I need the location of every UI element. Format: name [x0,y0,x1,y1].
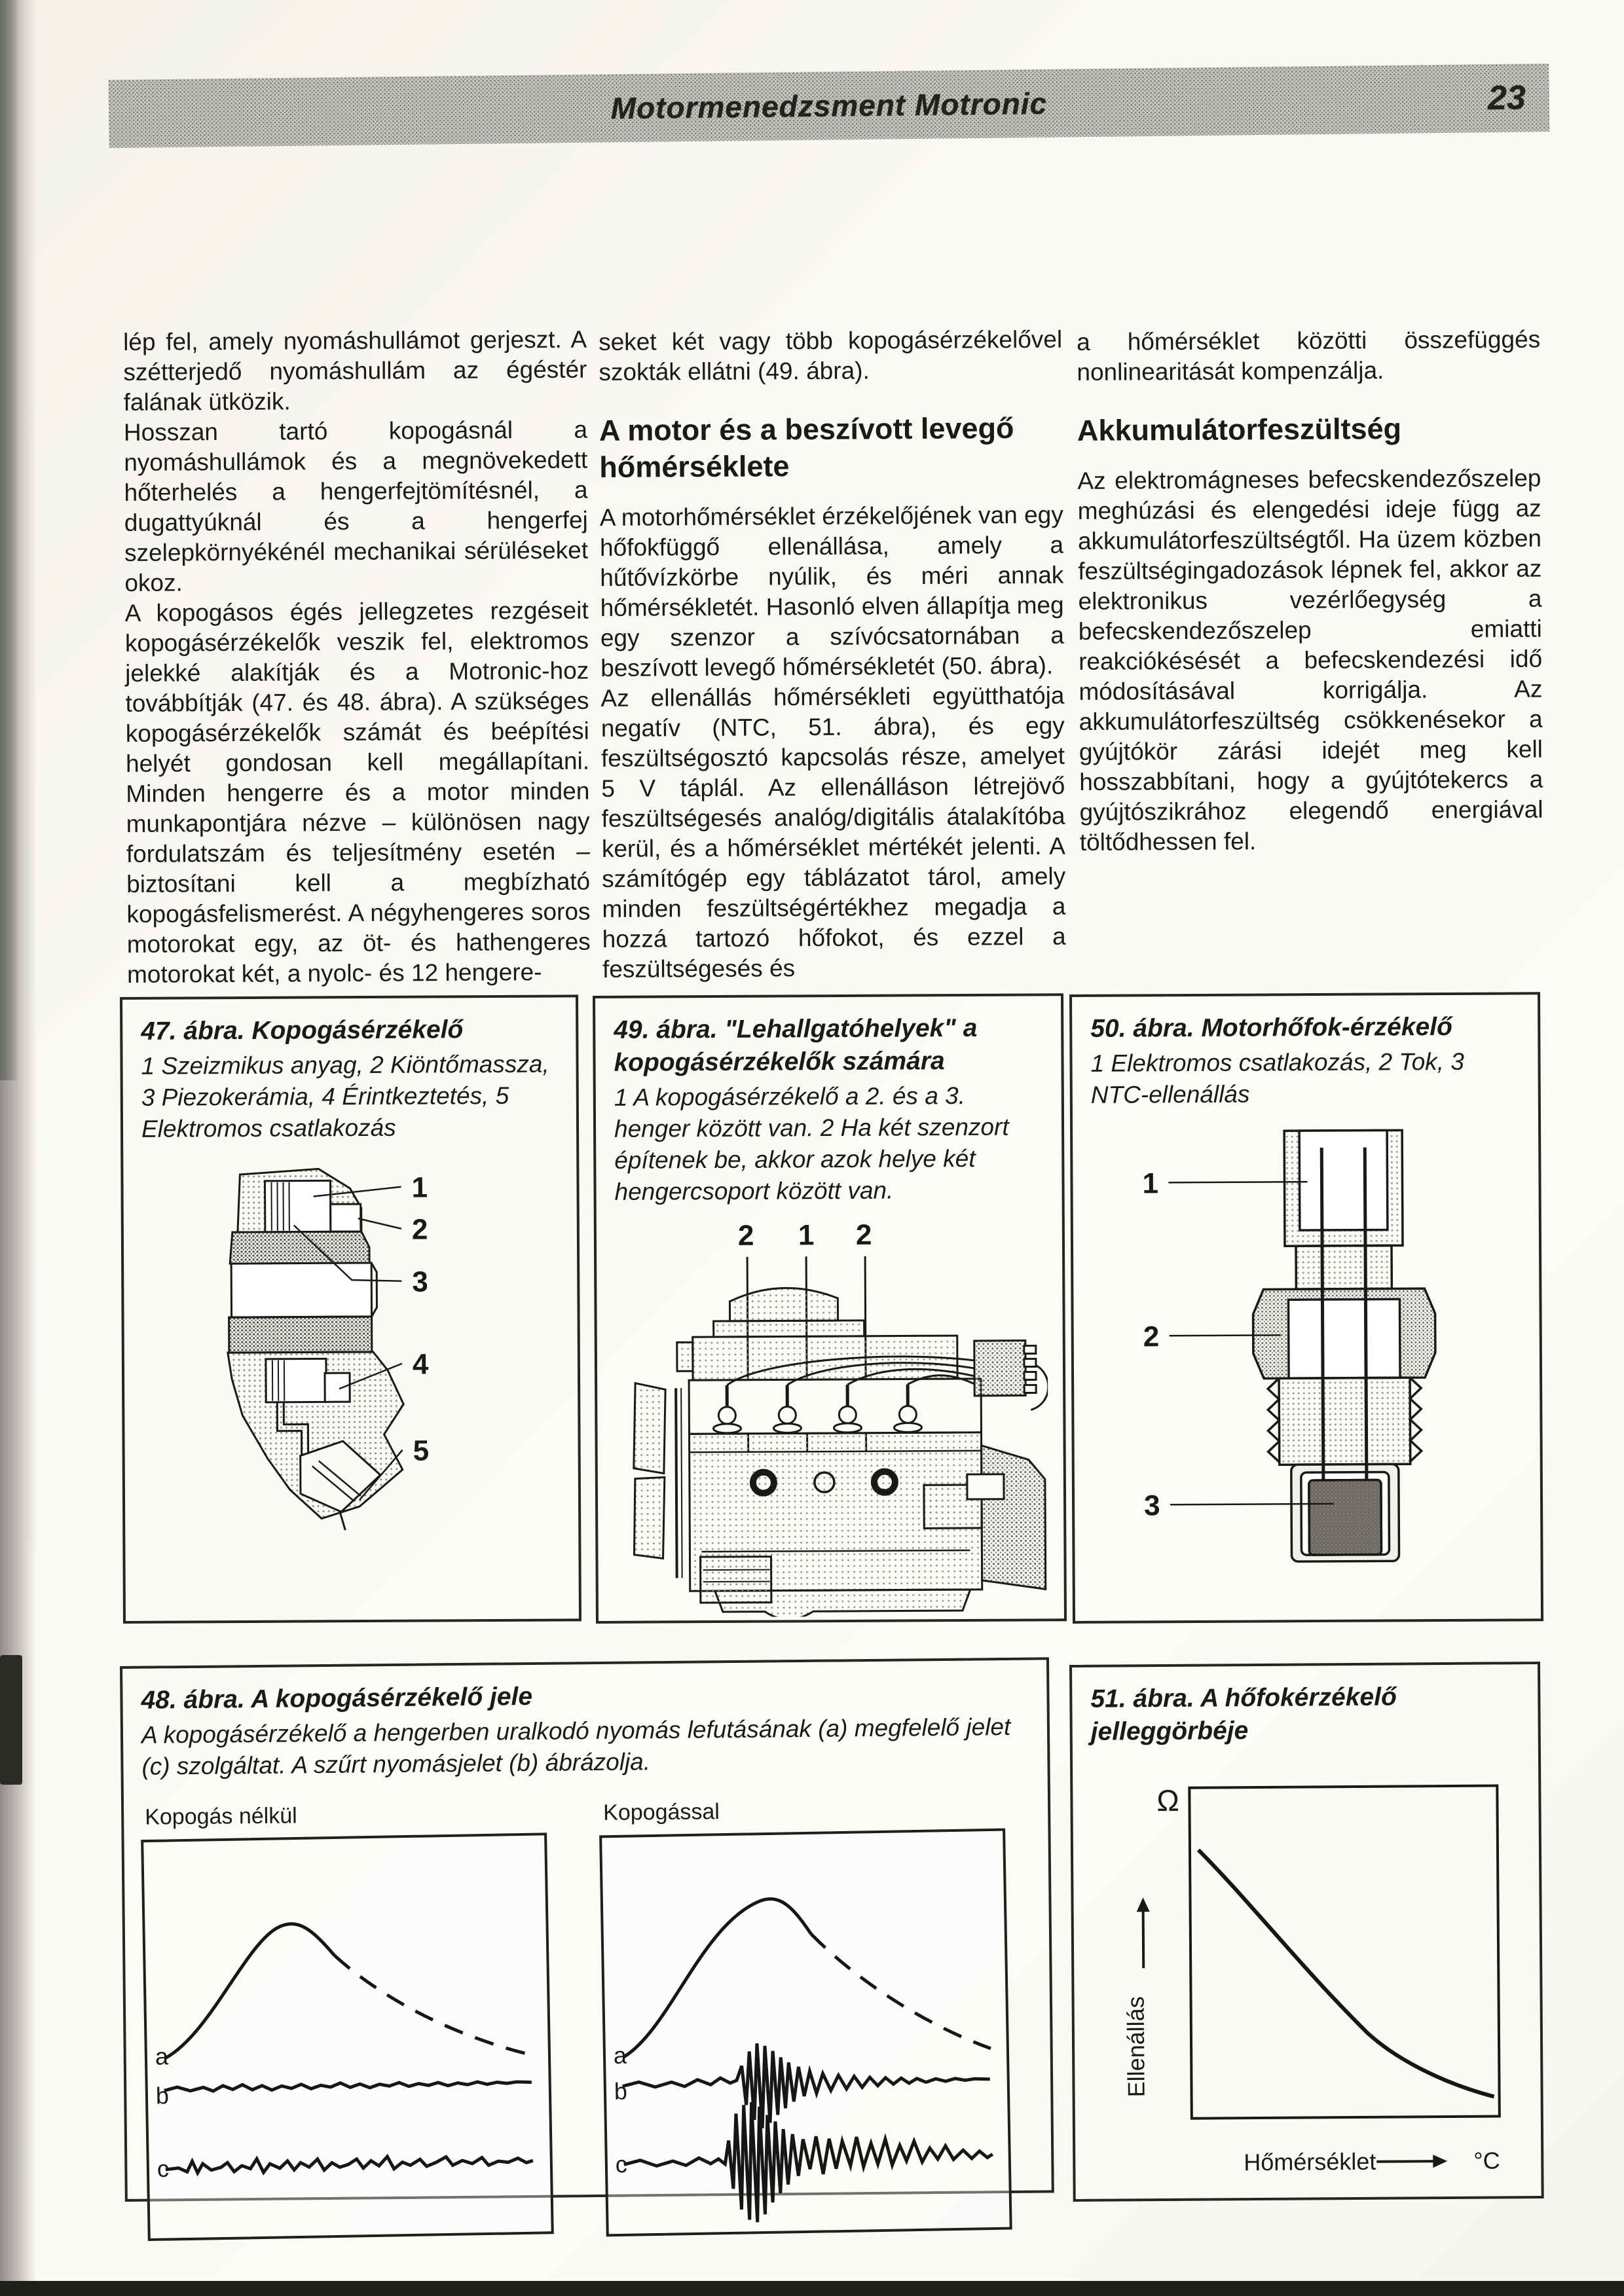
paragraph: seket két vagy több kopogásérzékelővel szokták ellátni (49. ábra). [599,325,1063,386]
x-axis-arrow [1433,2155,1447,2168]
sensor-pos-label-mid: 1 [798,1219,815,1252]
x-unit-label: °C [1473,2147,1500,2174]
paragraph: A kopogásos égés jellegzetes rezgéseit kopogásérzékelők veszik fel, elektromos jelekké alakítják és a Motronic-hoz továbbítják (47. és 48. ábra). A szükséges kopogásérzékelők számát és beépítési helyét gondosan kell megállapítani. Minden hengerre és a motor minden munkapontjára nézve – különösen nagy fordulatszám és teljesítmény esetén – biztosítani kell a megbízható kopogásfelismerést. A négyhengeres soros motorokat egy, az öt- és hathengeres motorokat két, a nyolc- és 12 hengere- [124,596,591,988]
trace-c [623,2098,993,2225]
trace-a-solid [621,1898,813,2056]
y-axis-label: Ellenállás [1122,1996,1150,2098]
trace-b-label: b [155,2083,170,2109]
page-number: 23 [1487,79,1526,118]
part-label-1: 1 [1142,1167,1159,1200]
part-label-1: 1 [411,1171,428,1204]
trace-c-label: c [157,2155,170,2183]
y-axis-arrow [1136,1897,1149,1912]
figure-47-box [120,994,581,1624]
part-label-2: 2 [1143,1321,1160,1353]
trace-b-label: b [614,2078,628,2105]
trace-a-label: a [613,2042,627,2069]
trace-a-dashed [811,1931,991,2052]
waveform-panels [142,1790,1033,2240]
x-axis-annotation [1244,2147,1500,2176]
figure-50-box [1069,992,1543,1624]
panel-knock-frame [599,1829,1012,2237]
no-knock-waveforms [143,1835,551,2235]
paragraph: a hőmérséklet közötti összefüggés nonlinearitását kompenzálja. [1077,325,1541,386]
panel-no-knock-label: Kopogás nélkül [145,1803,297,1830]
paragraph: Az elektromágneses befecskendezőszelep meghúzási és elengedési ideje függ az akkumulátorfeszültségtől. Ha üzem közben feszültségingadozások lépnek fel, akkor az elektronikus vezérlőegység a befecskendezőszelep emiatti reakciókésését a befecskendezési idő módosításával korrigálja. Az akkumulátorfeszültség csökkenésekor a gyújtókör zárási idejét meg kell hosszabbítani, hogy a gyújtótekercs a gyújtószikrához elegendő energiával töltődhessen fel. [1077,464,1543,856]
part-label-4: 4 [412,1348,429,1381]
trace-a-dashed [335,1952,531,2058]
engine-body [633,1286,1049,1618]
figure-50-legend: 1 Elektromos csatlakozás, 2 Tok, 3 NTC-ellenállás [1090,1048,1464,1108]
knock-waveforms [602,1831,1009,2231]
sensor-pos-label-left: 2 [737,1219,754,1252]
ntc-curve [1198,1848,1494,2098]
scan-gutter-shadow-top [0,0,20,1080]
part-label-3: 3 [412,1266,428,1298]
temperature-sensor-diagram [1091,1112,1522,1573]
paragraph: lép fel, amely nyomáshullámot gerjeszt. A szétterjedő nyomáshullám az égéstér falának ütközik. [123,325,587,416]
scan-ink-mark [0,1655,22,1785]
figure-51-title: 51. ábra. A hőfokérzékelő jelleggörbéje [1090,1683,1397,1746]
ntc-curve-chart [1091,1749,1526,2211]
trace-b [164,2080,532,2092]
panel-knock-label: Kopogással [603,1799,720,1825]
section-heading: Akkumulátorfeszültség [1077,411,1402,447]
trace-c-label: c [615,2151,628,2178]
paragraph: A motorhőmérséklet érzékelőjének van egy hőfokfüggő ellenállása, amely a hűtővízkörbe nyúlik, és méri annak hőmérsékletét. Hasonló elven állapítja meg egy szenzor a szívócsatornában a beszívott levegő hőmérsékletét (50. ábra). [599,501,1065,682]
page-header [108,64,1549,148]
figure-47-legend: 1 Szeizmikus anyag, 2 Kiöntőmassza, 3 Piezokerámia, 4 Érintkeztetés, 5 Elektromos csatlakozás [141,1050,549,1142]
trace-a-solid [163,1923,337,2058]
sensor-pos-label-right: 2 [855,1218,872,1251]
part-label-5: 5 [413,1434,430,1467]
figure-48-title: 48. ábra. A kopogásérzékelő jele [141,1682,533,1715]
panel-no-knock [142,1795,552,2240]
trace-a-label: a [155,2043,169,2070]
figure-49-box [593,993,1067,1624]
figure-51-box [1069,1662,1544,2202]
figure-49-legend: 1 A kopogásérzékelő a 2. és a 3. henger között van. 2 Ha két szenzort építenek be, akkor azok helye két hengercsoport között van. [614,1082,1009,1205]
figure-48-box [120,1657,1054,2202]
knock-sensor-diagram [141,1146,563,1580]
paragraph: Hosszan tartó kopogásnál a nyomáshullámok és a megnövekedett hőterhelés a hengerfejtömítésnél, a dugattyúknál és a hengerfej szelepkörnyékénél mechanikai sérüléseket okoz. [123,416,589,596]
engine-diagram [615,1209,1049,1617]
figure-48-legend: A kopogásérzékelő a hengerben uralkodó nyomás lefutásának (a) megfelelő jelet (c) szolgáltat. A szűrt nyomásjelet (b) ábrázolja. [141,1713,1011,1780]
panel-no-knock-frame [141,1832,554,2241]
section-heading: A motor és a beszívott levegő hőmérséklete [599,411,1014,484]
part-label-3: 3 [1143,1489,1160,1522]
figure-50-title: 50. ábra. Motorhőfok-érzékelő [1090,1012,1453,1043]
sensor-structure [1252,1130,1436,1561]
trace-c [166,2154,533,2174]
x-axis-label: Hőmérséklet [1244,2147,1376,2176]
part-label-2: 2 [411,1213,428,1246]
trace-b [622,2039,991,2130]
plot-frame [1189,1785,1500,2118]
scan-bottom-edge [0,2281,1624,2296]
figure-47-title: 47. ábra. Kopogásérzékelő [141,1015,464,1046]
paragraph: Az ellenállás hőmérsékleti együtthatója negatív (NTC, 51. ábra), és egy feszültségosztó kapcsolás része, amelyet 5 V táplál. Az ellenálláson létrejövő feszültségesés analóg/digitális átalakítóba kerül, és a hőmérséklet mértékét jelenti. A számítógép egy táblázatot tárol, amely minden feszültségértékhez megadja a hozzá tartozó hőfokot, és ezzel a feszültségesés és [600,682,1066,983]
figure-49-title: 49. ábra. "Lehallgatóhelyek" a kopogásérzékelők számára [614,1013,978,1077]
panel-knock [600,1790,1010,2235]
y-unit-label: Ω [1156,1783,1180,1818]
y-axis-annotation [1121,1897,1151,2097]
text-column-right [1077,325,1543,858]
text-column-middle [599,325,1066,985]
page-title: Motormenedzsment Motronic [610,86,1048,126]
text-column-left [123,325,591,990]
